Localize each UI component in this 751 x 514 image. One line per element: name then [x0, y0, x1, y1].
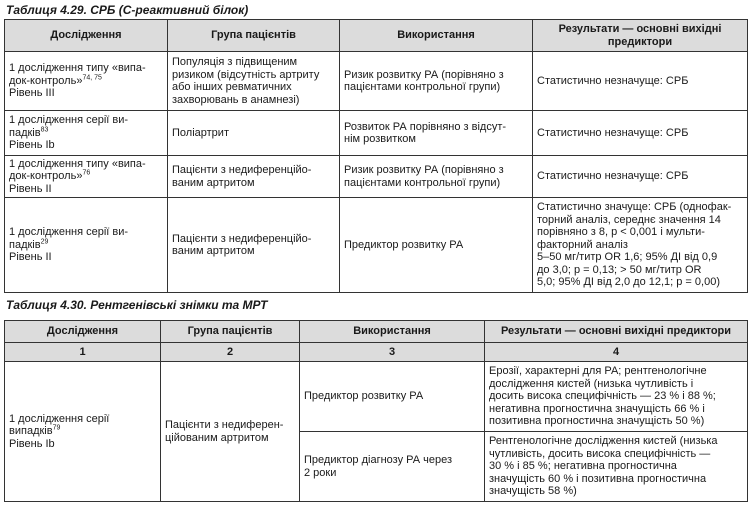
study-cell: 1 дослідження серії ви- падків$^{83}$ Рівень Ib — [5, 111, 168, 156]
group-cell: Поліартрит — [168, 111, 340, 156]
xray-mri-table — [4, 320, 748, 502]
result-cell: Статистично значуще: СРБ (однофак- торний аналіз, середнє значення 14 порівняно з 8, р < 0,001 і мульти- факторний аналіз 5–50 мг/титр OR 1,6; 95% ДІ від 0,9 до 3,0; р = 0,13; > 50 мг/титр OR 5,0; 95% ДІ від 2,0 до 12,1; р = 0,00) — [533, 198, 748, 293]
header-study: Дослідження — [5, 321, 161, 343]
header-patient-group: Група пацієнтів — [161, 321, 300, 343]
table-row — [5, 198, 748, 293]
header-use: Використання — [340, 20, 533, 52]
table-row — [5, 362, 748, 432]
column-number: 1 — [5, 343, 161, 362]
use-cell: Ризик розвитку РА (порівняно з пацієнтами контрольної групи) — [340, 52, 533, 111]
column-number-row — [5, 343, 748, 362]
group-cell: Пацієнти з недиферен- ційованим артритом — [161, 362, 300, 502]
result-cell: Рентгенологічне дослідження кистей (низька чутливість, досить висока специфічність — 30 % і 85 %; негативна прогностична значущість 60 % і позитивна прогностична значущість 58 %) — [485, 432, 748, 502]
result-cell: Ерозії, характерні для РА; рентгенологічне дослідження кистей (низька чутливість і досить висока специфічність — 23 % і 88 %; негативна прогностична значущість 66 % і позитивна прогностична значущість 50 %) — [485, 362, 748, 432]
table-row — [5, 156, 748, 198]
use-cell: Розвиток РА порівняно з відсут- нім розвитком — [340, 111, 533, 156]
group-cell: Пацієнти з недиференційо- ваним артритом — [168, 198, 340, 293]
table-4-30-caption: Таблиця 4.30. Рентгенівські знімки та МРТ — [6, 298, 268, 312]
use-cell: Ризик розвитку РА (порівняно з пацієнтами контрольної групи) — [340, 156, 533, 198]
header-use: Використання — [300, 321, 485, 343]
header-study: Дослідження — [5, 20, 168, 52]
group-cell: Пацієнти з недиференційо- ваним артритом — [168, 156, 340, 198]
use-cell: Предиктор розвитку РА — [300, 362, 485, 432]
result-cell: Статистично незначуще: СРБ — [533, 156, 748, 198]
crp-table — [4, 19, 748, 293]
header-results: Результати — основні вихідні предиктори — [485, 321, 748, 343]
group-cell: Популяція з підвищеним ризиком (відсутність артриту або інших ревматичних захворювань в анамнезі) — [168, 52, 340, 111]
table-4-29-caption: Таблиця 4.29. СРБ (С-реактивний білок) — [6, 3, 249, 17]
study-cell: 1 дослідження типу «випа- док-контроль»$^{74, 75}$ Рівень III — [5, 52, 168, 111]
column-number: 4 — [485, 343, 748, 362]
result-cell: Статистично незначуще: СРБ — [533, 111, 748, 156]
header-results: Результати — основні вихідні предиктори — [533, 20, 748, 52]
study-cell: 1 дослідження серії випадків$^{79}$ Рівень Ib — [5, 362, 161, 502]
study-cell: 1 дослідження серії ви- падків$^{29}$ Рівень II — [5, 198, 168, 293]
table-row — [5, 111, 748, 156]
table-row — [5, 52, 748, 111]
study-cell: 1 дослідження типу «випа- док-контроль»$^{76}$ Рівень II — [5, 156, 168, 198]
header-patient-group: Група пацієнтів — [168, 20, 340, 52]
column-number: 3 — [300, 343, 485, 362]
use-cell: Предиктор розвитку РА — [340, 198, 533, 293]
use-cell: Предиктор діагнозу РА через 2 роки — [300, 432, 485, 502]
column-number: 2 — [161, 343, 300, 362]
result-cell: Статистично незначуще: СРБ — [533, 52, 748, 111]
